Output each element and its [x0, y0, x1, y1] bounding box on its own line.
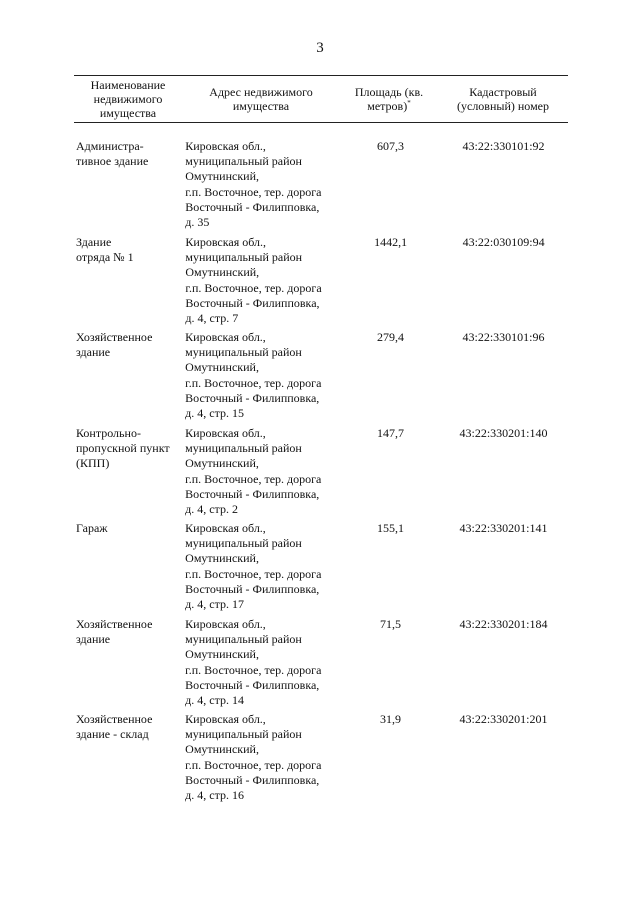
cell-area: 31,9 — [379, 712, 401, 726]
cell-area: 147,7 — [376, 426, 404, 440]
cell-address: Кировская обл., муниципальный район Омутнинский, г.п. Восточное, тер. дорога Восточный - Филипповка, д. 4, стр. 7 — [185, 235, 322, 326]
cell-address: Кировская обл., муниципальный район Омутнинский, г.п. Восточное, тер. дорога Восточный - Филипповка, д. 4, стр. 17 — [185, 521, 322, 612]
header-cadastral-text: Кадастровый (условный) номер — [457, 85, 549, 113]
table-header — [74, 75, 568, 123]
cell-name: Хозяйственное здание — [76, 330, 153, 360]
cell-cadastral: 43:22:330201:140 — [459, 426, 548, 440]
table-row — [74, 235, 568, 326]
cell-address: Кировская обл., муниципальный район Омутнинский, г.п. Восточное, тер. дорога Восточный - Филипповка, д. 4, стр. 2 — [185, 426, 322, 517]
cell-cadastral: 43:22:030109:94 — [462, 235, 545, 249]
cell-cadastral: 43:22:330201:201 — [459, 712, 548, 726]
cell-address: Кировская обл., муниципальный район Омутнинский, г.п. Восточное, тер. дорога Восточный - Филипповка, д. 4, стр. 15 — [185, 330, 322, 421]
cell-area: 1442,1 — [374, 235, 408, 249]
table-row — [74, 712, 568, 803]
cell-name: Хозяйственное здание — [76, 617, 153, 647]
cell-area: 71,5 — [379, 617, 401, 631]
header-name-text: Наименование недвижимого имущества — [90, 78, 166, 120]
cell-area: 155,1 — [376, 521, 404, 535]
property-table — [74, 75, 568, 803]
cell-name: Хозяйственное здание - склад — [76, 712, 153, 742]
table-row — [74, 521, 568, 612]
header-area-text: Площадь (кв. метров) — [354, 85, 424, 113]
cell-cadastral: 43:22:330201:184 — [459, 617, 548, 631]
page-number: 3 — [316, 40, 324, 56]
table-row — [74, 330, 568, 421]
cell-cadastral: 43:22:330201:141 — [459, 521, 548, 535]
table-row — [74, 617, 568, 708]
header-cadastral — [438, 85, 568, 113]
cell-area: 607,3 — [377, 139, 404, 153]
cell-address: Кировская обл., муниципальный район Омутнинский, г.п. Восточное, тер. дорога Восточный - Филипповка, д. 4, стр. 14 — [185, 617, 322, 708]
header-area — [340, 85, 438, 113]
table-row — [74, 426, 568, 517]
cell-name: Гараж — [76, 521, 108, 535]
cell-name: Контрольно-пропускной пункт (КПП) — [76, 426, 170, 471]
header-address — [182, 85, 340, 113]
table-row — [74, 139, 568, 230]
header-area-footnote-mark: * — [407, 99, 411, 107]
cell-name: Администра-тивное здание — [76, 139, 149, 169]
cell-name: Здание отряда № 1 — [76, 235, 134, 265]
cell-address: Кировская обл., муниципальный район Омутнинский, г.п. Восточное, тер. дорога Восточный - Филипповка, д. 4, стр. 16 — [185, 712, 322, 803]
header-name — [74, 78, 182, 120]
cell-cadastral: 43:22:330101:92 — [462, 139, 545, 153]
cell-address: Кировская обл., муниципальный район Омутнинский, г.п. Восточное, тер. дорога Восточный - Филипповка, д. 35 — [185, 139, 322, 230]
header-address-text: Адрес недвижимого имущества — [209, 85, 313, 113]
cell-area: 279,4 — [376, 330, 404, 344]
cell-cadastral: 43:22:330101:96 — [462, 330, 545, 344]
